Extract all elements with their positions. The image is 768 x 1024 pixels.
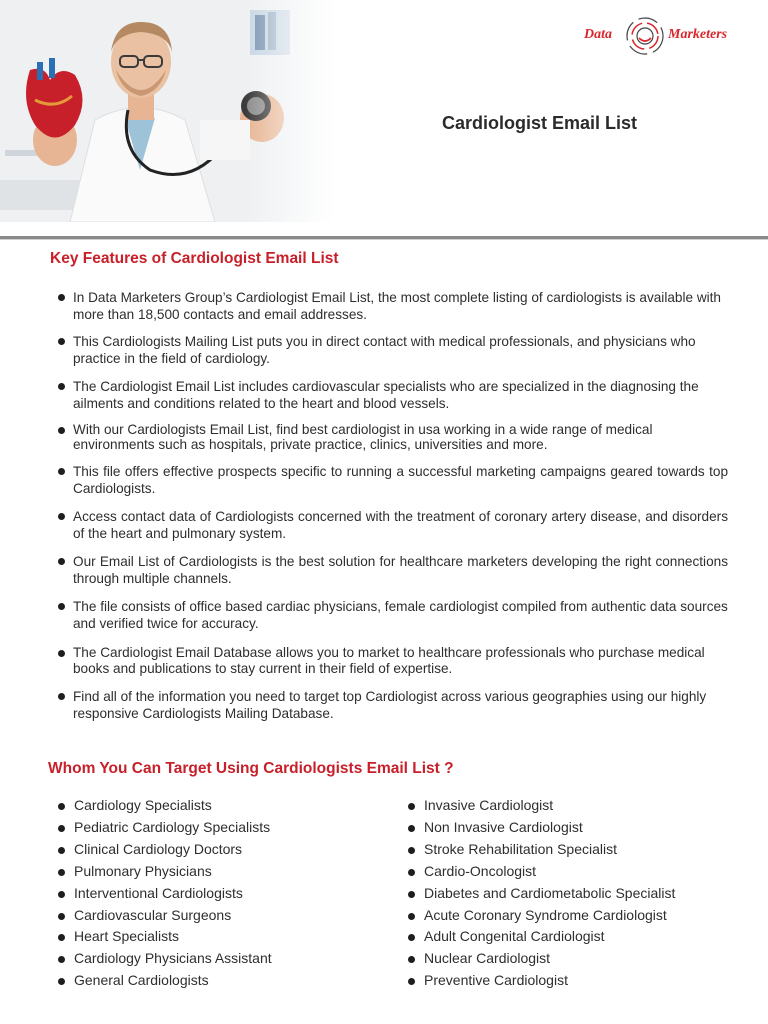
doctor-photo: [0, 0, 335, 222]
target-item: Cardiovascular Surgeons: [58, 905, 378, 927]
page-title: Cardiologist Email List: [442, 113, 638, 133]
features-heading: Key Features of Cardiologist Email List: [50, 250, 339, 267]
target-item: Heart Specialists: [58, 926, 378, 948]
bullet-icon: [58, 803, 65, 810]
target-item: Diabetes and Cardiometabolic Specialist: [408, 883, 748, 905]
target-item: Preventive Cardiologist: [408, 970, 748, 992]
target-item: Interventional Cardiologists: [58, 883, 378, 905]
bullet-icon: [58, 513, 65, 520]
feature-item: With our Cardiologists Email List, find best cardiologist in usa working in a wide range of medical environments such as hospitals, private practice, clinics, universities and more.: [58, 422, 728, 452]
bullet-icon: [58, 978, 65, 985]
target-item: Stroke Rehabilitation Specialist: [408, 839, 748, 861]
bullet-icon: [58, 558, 65, 565]
bullet-icon: [58, 847, 65, 854]
bullet-icon: [58, 956, 65, 963]
feature-item: Our Email List of Cardiologists is the best solution for healthcare marketers developing the right connections through multiple channels.: [58, 553, 728, 587]
brand-logo: [582, 14, 752, 58]
bullet-icon: [58, 869, 65, 876]
target-item: Pediatric Cardiology Specialists: [58, 817, 378, 839]
features-list: [58, 289, 728, 722]
target-item: Pulmonary Physicians: [58, 861, 378, 883]
bullet-icon: [58, 338, 65, 345]
logo-text-data: Data: [584, 27, 612, 42]
header-divider-shadow: [0, 239, 768, 240]
target-item: Acute Coronary Syndrome Cardiologist: [408, 905, 748, 927]
bullet-icon: [58, 294, 65, 301]
target-item: Clinical Cardiology Doctors: [58, 839, 378, 861]
target-item: Nuclear Cardiologist: [408, 948, 748, 970]
target-item: Cardiology Specialists: [58, 795, 378, 817]
bullet-icon: [58, 383, 65, 390]
targets-list-right: [408, 795, 748, 992]
bullet-icon: [58, 693, 65, 700]
header-banner: [0, 0, 768, 236]
feature-item: Find all of the information you need to target top Cardiologist across various geographies using our highly responsive Cardiologists Mailing Database.: [58, 688, 728, 722]
feature-item: The Cardiologist Email Database allows you to market to healthcare professionals who purchase medical books and publications to stay current in their field of expertise.: [58, 645, 728, 677]
logo-swirl-icon: [622, 14, 668, 58]
bullet-icon: [58, 603, 65, 610]
photo-fade: [245, 0, 335, 222]
feature-item: This Cardiologists Mailing List puts you in direct contact with medical professionals, and physicians who practice in the field of cardiology.: [58, 333, 728, 367]
logo-text-marketers: Marketers: [668, 27, 728, 42]
targets-list-left: [58, 795, 378, 992]
bullet-icon: [408, 913, 415, 920]
feature-item: In Data Marketers Group’s Cardiologist Email List, the most complete listing of cardiologists is available with more than 18,500 contacts and email addresses.: [58, 289, 728, 323]
bullet-icon: [408, 978, 415, 985]
bullet-icon: [58, 468, 65, 475]
target-item: Invasive Cardiologist: [408, 795, 748, 817]
target-item: Non Invasive Cardiologist: [408, 817, 748, 839]
bullet-icon: [58, 650, 65, 657]
bullet-icon: [58, 825, 65, 832]
feature-item: This file offers effective prospects specific to running a successful marketing campaigns geared towards top Cardiologists.: [58, 463, 728, 497]
bullet-icon: [58, 934, 65, 941]
feature-item: Access contact data of Cardiologists concerned with the treatment of coronary artery disease, and disorders of the heart and pulmonary system.: [58, 508, 728, 542]
bullet-icon: [408, 825, 415, 832]
bullet-icon: [58, 891, 65, 898]
target-item: Cardio-Oncologist: [408, 861, 748, 883]
feature-item: The file consists of office based cardiac physicians, female cardiologist compiled from authentic data sources and verified twice for accuracy.: [58, 598, 728, 632]
bullet-icon: [58, 427, 65, 434]
bullet-icon: [408, 956, 415, 963]
bullet-icon: [408, 869, 415, 876]
target-item: General Cardiologists: [58, 970, 378, 992]
bullet-icon: [408, 934, 415, 941]
bullet-icon: [408, 847, 415, 854]
bullet-icon: [408, 891, 415, 898]
bullet-icon: [58, 913, 65, 920]
feature-item: The Cardiologist Email List includes cardiovascular specialists who are specialized in the diagnosing the ailments and conditions related to the heart and blood vessels.: [58, 378, 728, 412]
bullet-icon: [408, 803, 415, 810]
target-item: Adult Congenital Cardiologist: [408, 926, 748, 948]
targets-heading: Whom You Can Target Using Cardiologists Email List ?: [48, 760, 454, 777]
target-item: Cardiology Physicians Assistant: [58, 948, 378, 970]
